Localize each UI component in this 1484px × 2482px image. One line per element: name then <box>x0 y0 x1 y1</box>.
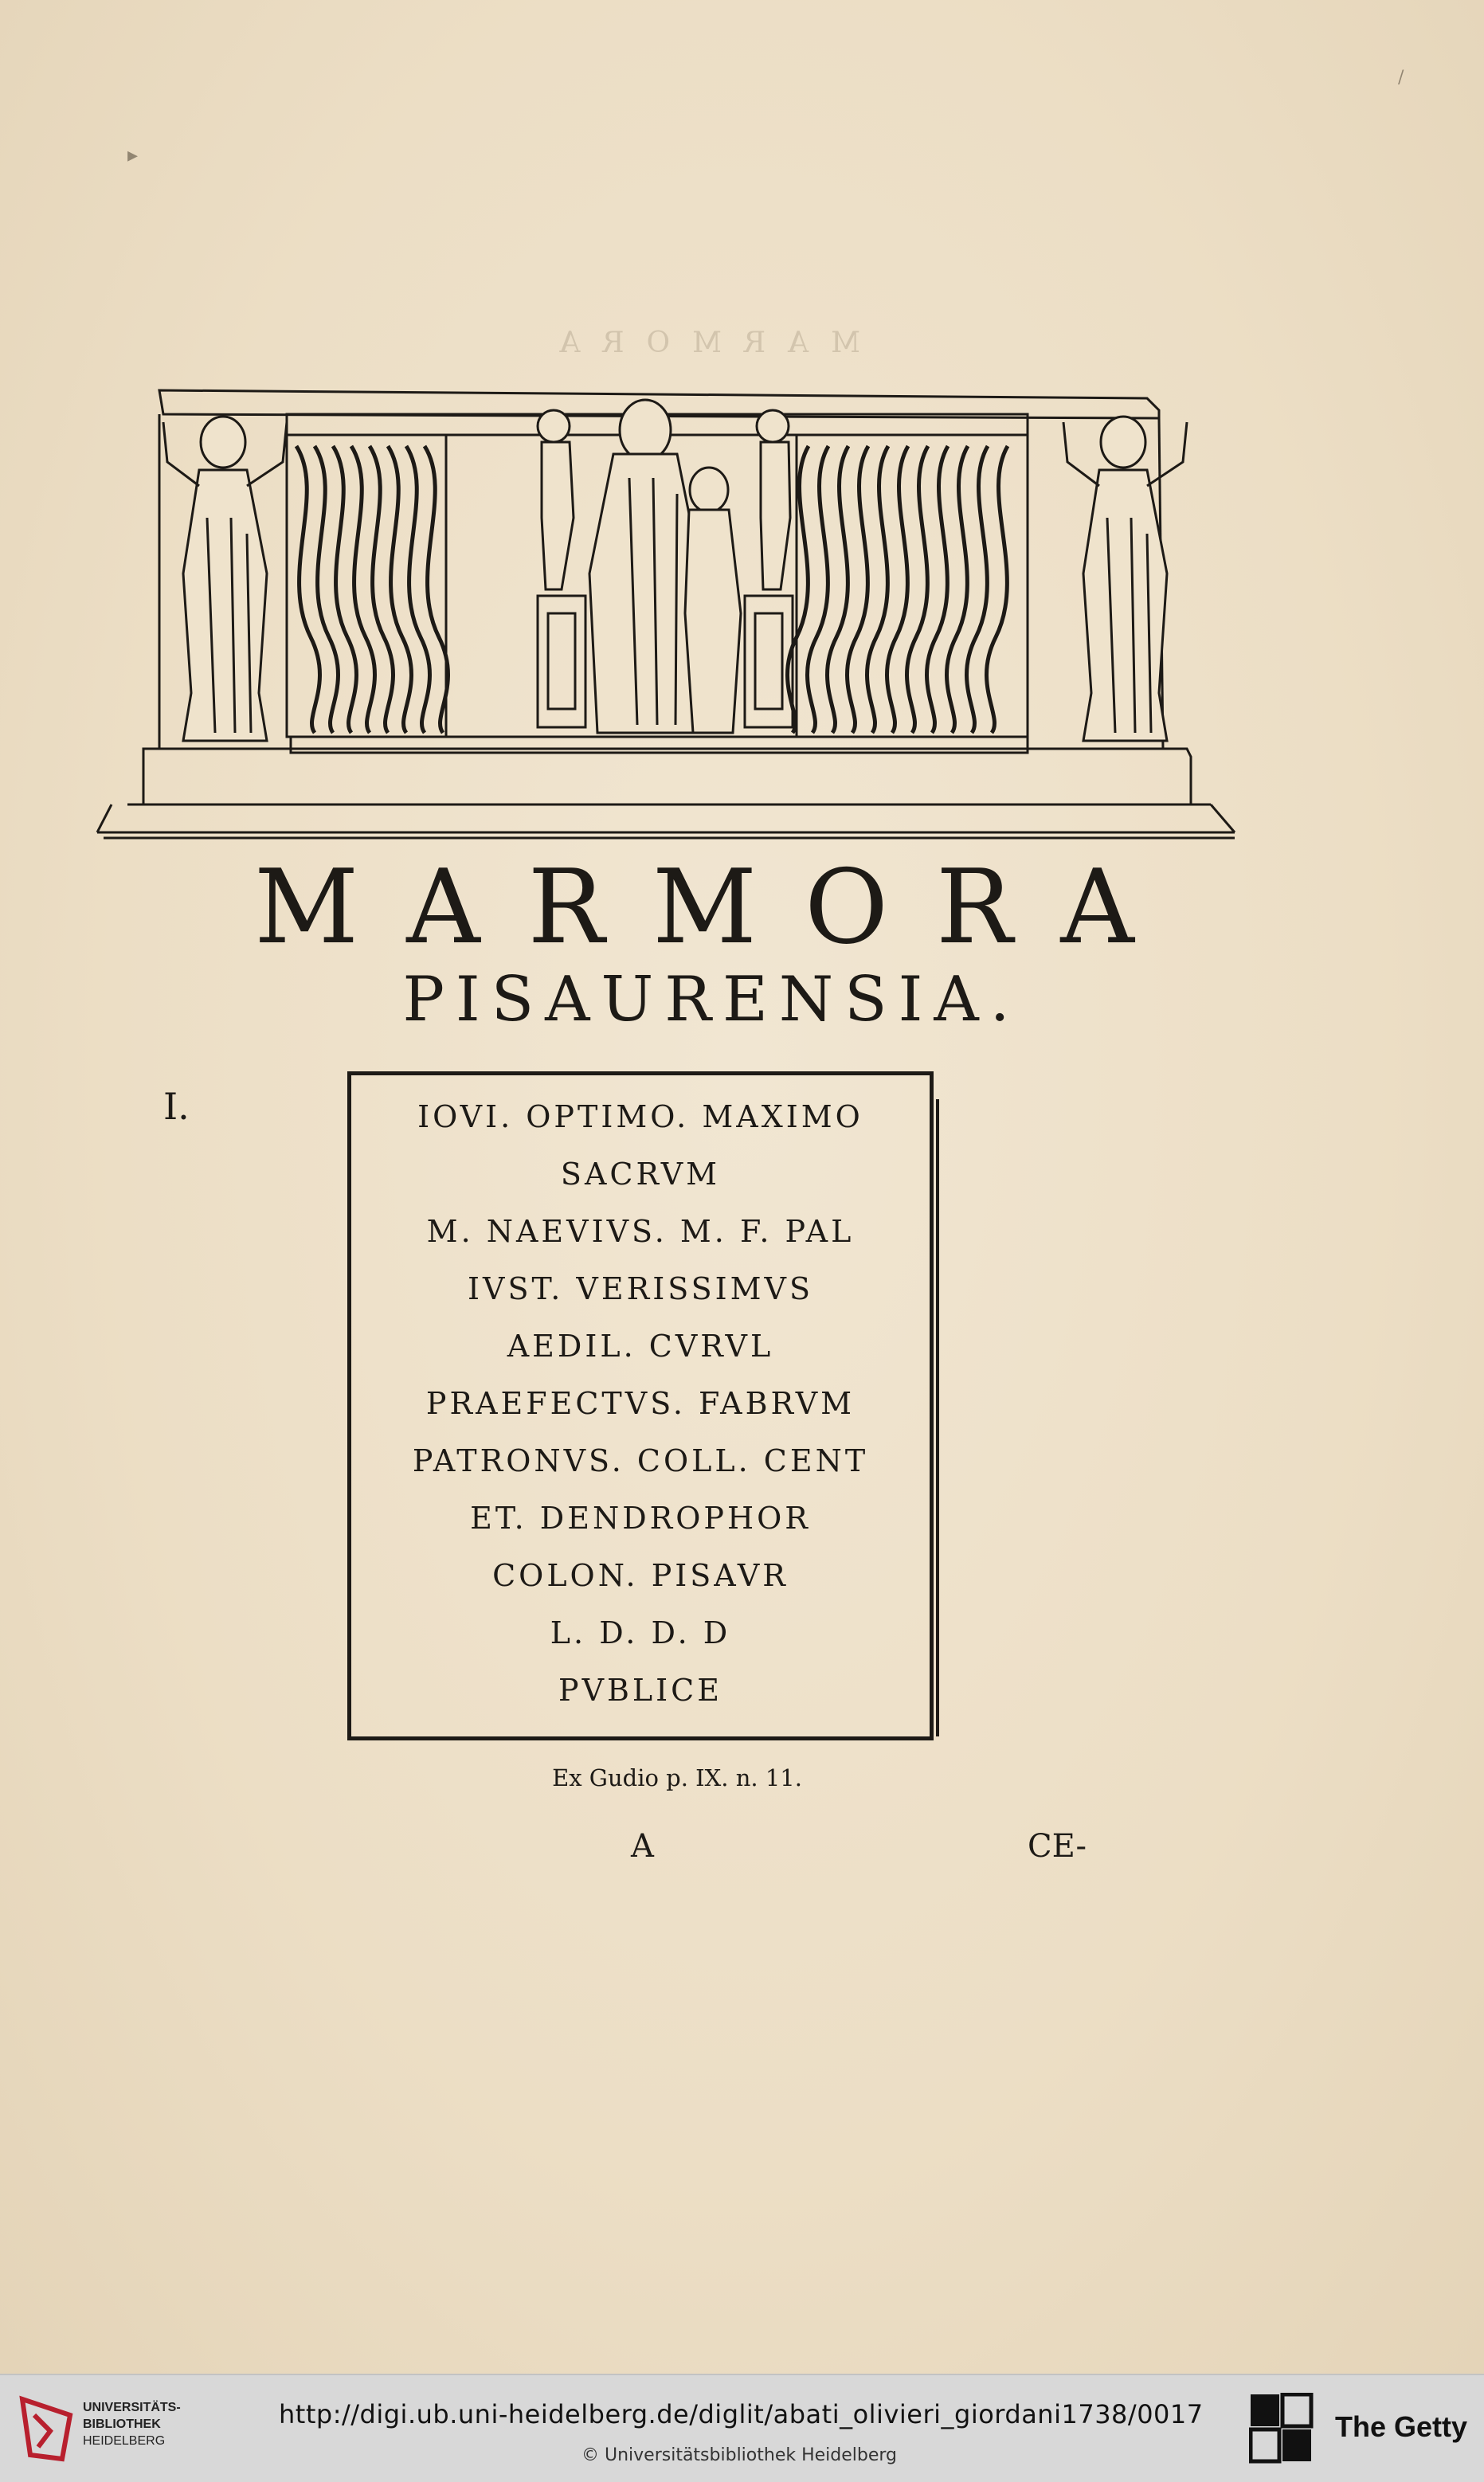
inscription-line: IVST. VERISSIMVS <box>468 1271 813 1306</box>
viewer-footer <box>0 2374 1484 2482</box>
inscription-line: SACRVM <box>560 1157 721 1192</box>
university-name-line: HEIDELBERG <box>83 2434 166 2448</box>
ink-speck: ▸ <box>127 143 139 167</box>
inscription-line: ET. DENDROPHOR <box>470 1501 811 1536</box>
getty-logo-icon[interactable] <box>1249 2393 1314 2464</box>
inscription-line: PATRONVS. COLL. CENT <box>412 1443 869 1478</box>
getty-name: The Getty <box>1335 2410 1468 2443</box>
inscription-box <box>347 1071 934 1740</box>
inscription-number: I. <box>163 1085 190 1128</box>
sarcophagus-engraving <box>88 374 1243 868</box>
bleed-through-text: MARMORA <box>537 327 860 359</box>
university-name-line: UNIVERSITÄTS- <box>83 2401 181 2414</box>
inscription-line: M. NAEVIVS. M. F. PAL <box>426 1214 855 1249</box>
source-reference: Ex Gudio p. IX. n. 11. <box>552 1764 802 1791</box>
inscription-line: COLON. PISAVR <box>492 1558 789 1593</box>
university-logo-icon[interactable] <box>14 2391 78 2464</box>
ink-speck: / <box>1398 68 1404 88</box>
signature-mark: A <box>631 1828 654 1865</box>
page-subtitle: PISAURENSIA. <box>402 964 1021 1035</box>
catchword: CE- <box>1028 1828 1087 1865</box>
page-title: MARMORA <box>254 848 1182 967</box>
university-name-line: BIBLIOTHEK <box>83 2417 161 2431</box>
inscription-line: PRAEFECTVS. FABRVM <box>425 1386 856 1421</box>
inscription-line: IOVI. OPTIMO. MAXIMO <box>417 1099 863 1134</box>
university-name <box>83 2399 181 2449</box>
permalink-url[interactable]: http://digi.ub.uni-heidelberg.de/diglit/abati_olivieri_giordani1738/0017 <box>279 2399 1204 2429</box>
inscription-line: AEDIL. CVRVL <box>507 1329 774 1364</box>
inscription-line: L. D. D. D <box>550 1615 731 1650</box>
inscription-line: PVBLICE <box>558 1673 722 1708</box>
copyright-notice: © Universitätsbibliothek Heidelberg <box>581 2445 898 2465</box>
